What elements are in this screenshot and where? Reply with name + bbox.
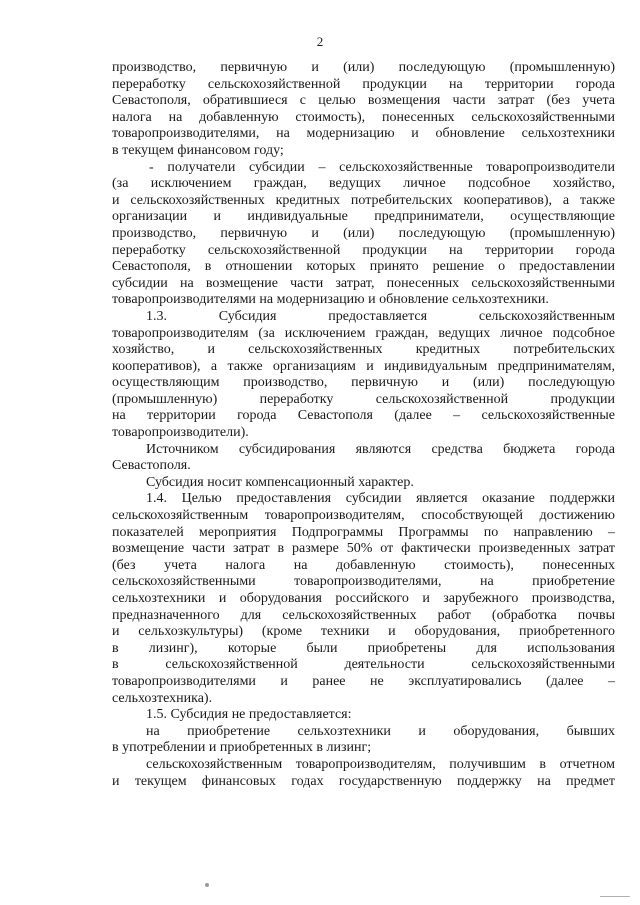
text-line: в употреблении и приобретенных в лизинг; <box>112 740 372 756</box>
text-line: в текущем финансовом году; <box>112 142 284 158</box>
text-line: и сельхозкультуры) (кроме техники и оборудования, приобретенного <box>112 624 615 640</box>
text-line: (без учета налога на добавленную стоимость), понесенных <box>112 557 615 573</box>
text-line: Севастополя. <box>112 458 191 474</box>
page-number: 2 <box>316 34 324 49</box>
text-line: товаропроизводители). <box>112 425 249 441</box>
text-line: хозяйство, и сельскохозяйственных кредитных потребительских <box>112 342 615 358</box>
scan-artifact-dot <box>205 883 209 887</box>
text-line: Севастополя, в отношении которых принято решение о предоставлении <box>112 259 615 275</box>
text-line: кооперативов), а также организациям и индивидуальным предпринимателям, <box>112 358 615 374</box>
text-line: и сельскохозяйственных кредитных потребительских кооперативов), а также <box>112 192 615 208</box>
text-line: товаропроизводителями и ранее не эксплуатировались (далее – <box>112 673 615 689</box>
text-line: субсидии на возмещение части затрат, понесенных сельскохозяйственными <box>112 275 615 291</box>
text-line: товаропроизводителями на модернизацию и обновление сельхозтехники. <box>112 292 549 308</box>
text-line: (за исключением граждан, ведущих личное подсобное хозяйство, <box>112 176 615 192</box>
text-line: сельхозтехники и оборудования российского и зарубежного производства, <box>112 591 615 606</box>
text-line: сельскохозяйственными товаропроизводителями, на приобретение <box>112 574 615 590</box>
text-line: и текущем финансовых годах государственную поддержку на предмет <box>112 773 615 789</box>
text-line: 1.3. Субсидия предоставляется сельскохозяйственным <box>146 308 615 324</box>
text-line: Севастополя, обратившиеся с целью возмещения части затрат (без учета <box>112 93 615 109</box>
text-line: товаропроизводителями, на модернизацию и обновление сельхозтехники <box>112 126 615 142</box>
text-line: (промышленную) переработку сельскохозяйственной продукции <box>112 391 615 407</box>
text-line: производство, первичную и (или) последующую (промышленную) <box>112 60 615 75</box>
text-line: возмещение части затрат в размере 50% от фактически произведенных затрат <box>112 541 615 557</box>
text-line: в лизинг), которые были приобретены для использования <box>112 640 615 656</box>
text-line: сельскохозяйственным товаропроизводителям, получившим в отчетном <box>146 756 615 772</box>
text-line: переработку сельскохозяйственной продукции на территории города <box>112 242 615 258</box>
text-line: Субсидия носит компенсационный характер. <box>146 474 414 490</box>
text-line: 1.4. Целью предоставления субсидии является оказание поддержки <box>146 491 615 507</box>
text-line: показателей мероприятия Подпрограммы Программы по направлению – <box>112 524 615 540</box>
text-line: Источником субсидирования являются средства бюджета города <box>146 441 615 457</box>
text-line: сельскохозяйственным товаропроизводителям, способствующей достижению <box>112 508 615 524</box>
document-body <box>112 60 615 790</box>
text-line: предназначенного для сельскохозяйственных работ (обработка почвы <box>112 607 615 623</box>
text-line: товаропроизводителям (за исключением граждан, ведущих личное подсобное <box>112 325 615 341</box>
text-line: налога на добавленную стоимость), понесенных сельскохозяйственными <box>112 109 615 125</box>
text-line: на приобретение сельхозтехники и оборудования, бывших <box>146 723 615 739</box>
text-line: - получатели субсидии – сельскохозяйственные товаропроизводители <box>149 159 615 175</box>
scan-artifact-line <box>600 896 630 897</box>
text-line: в сельскохозяйственной деятельности сельскохозяйственными <box>112 657 615 673</box>
text-line: осуществляющим производство, первичную и (или) последующую <box>112 375 615 391</box>
text-line: сельхозтехника). <box>112 690 213 706</box>
text-line: 1.5. Субсидия не предоставляется: <box>146 707 352 723</box>
text-line: переработку сельскохозяйственной продукции на территории города <box>112 76 615 92</box>
text-line: на территории города Севастополя (далее – сельскохозяйственные <box>112 408 615 424</box>
text-line: организации и индивидуальные предприниматели, осуществляющие <box>112 209 615 225</box>
text-line: производство, первичную и (или) последующую (промышленную) <box>112 225 615 241</box>
